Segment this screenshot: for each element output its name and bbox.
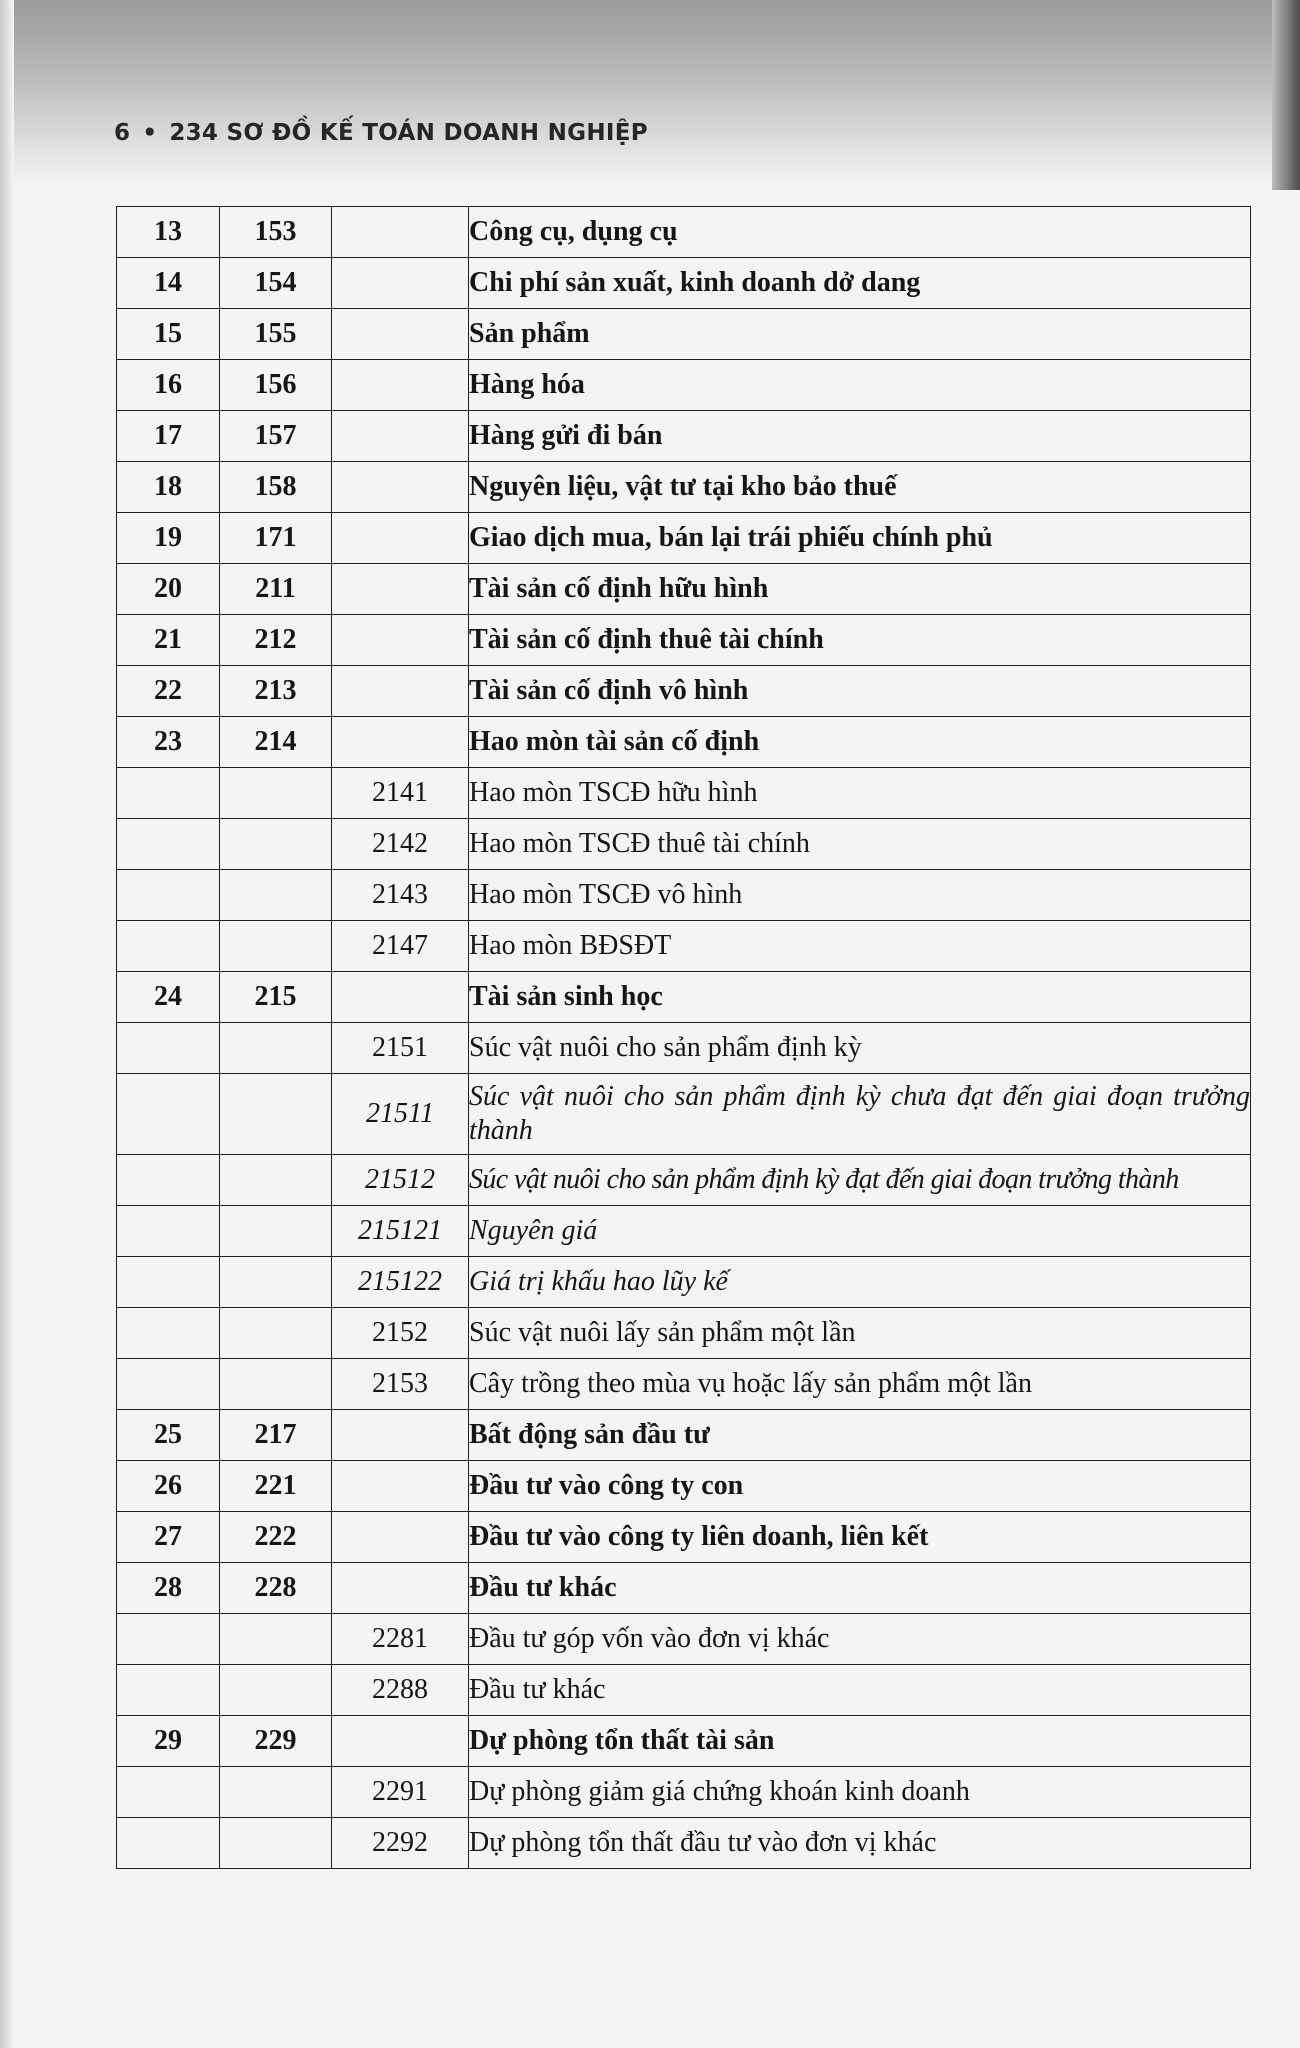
account-row-level1 xyxy=(117,1563,1251,1614)
chart-of-accounts-table xyxy=(116,206,1251,1869)
account-code-level1: 228 xyxy=(220,1563,332,1614)
account-name: Giá trị khấu hao lũy kế xyxy=(469,1257,1251,1308)
account-row-level1 xyxy=(117,513,1251,564)
account-name: Tài sản cố định thuê tài chính xyxy=(469,615,1251,666)
page-top-shadow xyxy=(0,0,1300,185)
account-row-level1 xyxy=(117,564,1251,615)
account-code-level2: 215121 xyxy=(332,1206,469,1257)
account-name: Súc vật nuôi cho sản phẩm định kỳ xyxy=(469,1023,1251,1074)
account-code-level2: 2151 xyxy=(332,1023,469,1074)
row-order-number xyxy=(117,1206,220,1257)
account-name: Tài sản cố định hữu hình xyxy=(469,564,1251,615)
row-order-number xyxy=(117,1359,220,1410)
account-row-level2 xyxy=(117,1308,1251,1359)
row-order-number xyxy=(117,870,220,921)
row-order-number xyxy=(117,1023,220,1074)
account-code-level2 xyxy=(332,360,469,411)
account-code-level1: 153 xyxy=(220,207,332,258)
account-code-level2: 2142 xyxy=(332,819,469,870)
account-name: Đầu tư khác xyxy=(469,1665,1251,1716)
account-name: Hao mòn TSCĐ hữu hình xyxy=(469,768,1251,819)
account-row-level2 xyxy=(117,1818,1251,1869)
account-code-level2: 215122 xyxy=(332,1257,469,1308)
account-code-level2 xyxy=(332,666,469,717)
account-name: Tài sản sinh học xyxy=(469,972,1251,1023)
account-row-level1 xyxy=(117,258,1251,309)
account-row-level1 xyxy=(117,411,1251,462)
account-code-level2 xyxy=(332,513,469,564)
account-name: Nguyên liệu, vật tư tại kho bảo thuế xyxy=(469,462,1251,513)
row-order-number: 15 xyxy=(117,309,220,360)
account-code-level1: 171 xyxy=(220,513,332,564)
row-order-number xyxy=(117,1308,220,1359)
account-code-level1: 214 xyxy=(220,717,332,768)
account-name: Súc vật nuôi cho sản phẩm định kỳ chưa đạt đến giai đoạn trưởng thành xyxy=(469,1074,1251,1155)
row-order-number: 27 xyxy=(117,1512,220,1563)
accounts-table-body xyxy=(117,207,1251,1869)
account-name: Dự phòng giảm giá chứng khoán kinh doanh xyxy=(469,1767,1251,1818)
account-code-level1 xyxy=(220,819,332,870)
account-row-level2 xyxy=(117,1767,1251,1818)
account-code-level2 xyxy=(332,411,469,462)
account-row-level2 xyxy=(117,768,1251,819)
account-name: Hao mòn TSCĐ thuê tài chính xyxy=(469,819,1251,870)
account-code-level1 xyxy=(220,1074,332,1155)
account-code-level2 xyxy=(332,717,469,768)
account-row-level1 xyxy=(117,1716,1251,1767)
account-code-level2 xyxy=(332,309,469,360)
account-code-level1 xyxy=(220,1359,332,1410)
row-order-number: 23 xyxy=(117,717,220,768)
row-order-number: 26 xyxy=(117,1461,220,1512)
running-header xyxy=(114,120,648,146)
account-row-level2 xyxy=(117,1614,1251,1665)
account-code-level2: 2291 xyxy=(332,1767,469,1818)
account-code-level2: 2143 xyxy=(332,870,469,921)
account-name: Súc vật nuôi lấy sản phẩm một lần xyxy=(469,1308,1251,1359)
account-code-level1: 157 xyxy=(220,411,332,462)
account-code-level2 xyxy=(332,615,469,666)
account-name: Đầu tư vào công ty liên doanh, liên kết xyxy=(469,1512,1251,1563)
account-code-level1 xyxy=(220,1818,332,1869)
account-row-level1 xyxy=(117,615,1251,666)
row-order-number: 28 xyxy=(117,1563,220,1614)
account-code-level1 xyxy=(220,1023,332,1074)
account-row-level2 xyxy=(117,921,1251,972)
account-row-level1 xyxy=(117,1512,1251,1563)
row-order-number: 24 xyxy=(117,972,220,1023)
account-code-level2: 2153 xyxy=(332,1359,469,1410)
account-code-level2 xyxy=(332,1461,469,1512)
page-left-edge xyxy=(0,0,14,2048)
account-row-level1 xyxy=(117,462,1251,513)
account-code-level1 xyxy=(220,870,332,921)
account-code-level2 xyxy=(332,972,469,1023)
account-name: Hàng hóa xyxy=(469,360,1251,411)
account-code-level1 xyxy=(220,1206,332,1257)
account-code-level1 xyxy=(220,921,332,972)
account-code-level1 xyxy=(220,768,332,819)
row-order-number xyxy=(117,1665,220,1716)
account-code-level2 xyxy=(332,564,469,615)
row-order-number: 20 xyxy=(117,564,220,615)
account-row-level2 xyxy=(117,1206,1251,1257)
account-name: Súc vật nuôi cho sản phẩm định kỳ đạt đến giai đoạn trưởng thành xyxy=(469,1155,1251,1206)
account-code-level2 xyxy=(332,1563,469,1614)
account-code-level2 xyxy=(332,1512,469,1563)
account-row-level1 xyxy=(117,717,1251,768)
account-code-level2 xyxy=(332,207,469,258)
account-row-level2 xyxy=(117,1665,1251,1716)
row-order-number: 18 xyxy=(117,462,220,513)
account-code-level2: 2288 xyxy=(332,1665,469,1716)
account-row-level2 xyxy=(117,1257,1251,1308)
account-code-level2 xyxy=(332,1716,469,1767)
row-order-number xyxy=(117,1767,220,1818)
page-right-edge xyxy=(1272,0,1300,190)
account-code-level2: 21511 xyxy=(332,1074,469,1155)
account-row-level2 xyxy=(117,819,1251,870)
account-name: Dự phòng tổn thất đầu tư vào đơn vị khác xyxy=(469,1818,1251,1869)
account-name: Bất động sản đầu tư xyxy=(469,1410,1251,1461)
account-code-level2: 2147 xyxy=(332,921,469,972)
account-row-level2 xyxy=(117,1359,1251,1410)
account-row-level1 xyxy=(117,309,1251,360)
account-code-level1: 212 xyxy=(220,615,332,666)
account-code-level1: 154 xyxy=(220,258,332,309)
account-name: Hao mòn TSCĐ vô hình xyxy=(469,870,1251,921)
row-order-number xyxy=(117,1155,220,1206)
account-code-level2 xyxy=(332,462,469,513)
row-order-number: 22 xyxy=(117,666,220,717)
account-code-level1: 211 xyxy=(220,564,332,615)
row-order-number: 16 xyxy=(117,360,220,411)
row-order-number: 13 xyxy=(117,207,220,258)
account-code-level2: 2281 xyxy=(332,1614,469,1665)
account-row-level2 xyxy=(117,1023,1251,1074)
row-order-number: 21 xyxy=(117,615,220,666)
account-code-level1 xyxy=(220,1665,332,1716)
account-row-level1 xyxy=(117,360,1251,411)
account-code-level1: 155 xyxy=(220,309,332,360)
row-order-number: 29 xyxy=(117,1716,220,1767)
account-name: Hao mòn BĐSĐT xyxy=(469,921,1251,972)
account-code-level1: 222 xyxy=(220,1512,332,1563)
account-code-level1 xyxy=(220,1257,332,1308)
account-code-level2: 2141 xyxy=(332,768,469,819)
account-code-level2: 2292 xyxy=(332,1818,469,1869)
header-separator: • xyxy=(142,120,158,146)
account-name: Đầu tư góp vốn vào đơn vị khác xyxy=(469,1614,1251,1665)
account-row-level2 xyxy=(117,1155,1251,1206)
account-name: Tài sản cố định vô hình xyxy=(469,666,1251,717)
account-name: Hàng gửi đi bán xyxy=(469,411,1251,462)
account-code-level1 xyxy=(220,1767,332,1818)
account-name: Cây trồng theo mùa vụ hoặc lấy sản phẩm một lần xyxy=(469,1359,1251,1410)
row-order-number: 17 xyxy=(117,411,220,462)
account-code-level1: 158 xyxy=(220,462,332,513)
account-code-level1: 215 xyxy=(220,972,332,1023)
row-order-number: 19 xyxy=(117,513,220,564)
account-code-level1: 217 xyxy=(220,1410,332,1461)
account-code-level1 xyxy=(220,1308,332,1359)
account-name: Dự phòng tổn thất tài sản xyxy=(469,1716,1251,1767)
account-code-level2: 21512 xyxy=(332,1155,469,1206)
account-row-level1 xyxy=(117,1461,1251,1512)
account-row-level1 xyxy=(117,666,1251,717)
book-title: 234 SƠ ĐỒ KẾ TOÁN DOANH NGHIỆP xyxy=(169,120,648,146)
account-name: Chi phí sản xuất, kinh doanh dở dang xyxy=(469,258,1251,309)
account-row-level2 xyxy=(117,870,1251,921)
account-name: Hao mòn tài sản cố định xyxy=(469,717,1251,768)
account-code-level1: 221 xyxy=(220,1461,332,1512)
account-code-level1: 156 xyxy=(220,360,332,411)
row-order-number: 25 xyxy=(117,1410,220,1461)
row-order-number: 14 xyxy=(117,258,220,309)
account-row-level2 xyxy=(117,1074,1251,1155)
row-order-number xyxy=(117,768,220,819)
row-order-number xyxy=(117,1257,220,1308)
account-code-level2 xyxy=(332,258,469,309)
row-order-number xyxy=(117,1818,220,1869)
row-order-number xyxy=(117,921,220,972)
page-number: 6 xyxy=(114,120,131,146)
account-row-level1 xyxy=(117,972,1251,1023)
account-row-level1 xyxy=(117,1410,1251,1461)
account-name: Nguyên giá xyxy=(469,1206,1251,1257)
account-code-level2: 2152 xyxy=(332,1308,469,1359)
account-name: Công cụ, dụng cụ xyxy=(469,207,1251,258)
account-code-level1: 229 xyxy=(220,1716,332,1767)
account-row-level1 xyxy=(117,207,1251,258)
account-name: Đầu tư vào công ty con xyxy=(469,1461,1251,1512)
account-code-level2 xyxy=(332,1410,469,1461)
account-name: Đầu tư khác xyxy=(469,1563,1251,1614)
account-code-level1: 213 xyxy=(220,666,332,717)
account-name: Giao dịch mua, bán lại trái phiếu chính phủ xyxy=(469,513,1251,564)
account-code-level1 xyxy=(220,1614,332,1665)
account-code-level1 xyxy=(220,1155,332,1206)
account-name: Sản phẩm xyxy=(469,309,1251,360)
row-order-number xyxy=(117,1074,220,1155)
row-order-number xyxy=(117,1614,220,1665)
row-order-number xyxy=(117,819,220,870)
